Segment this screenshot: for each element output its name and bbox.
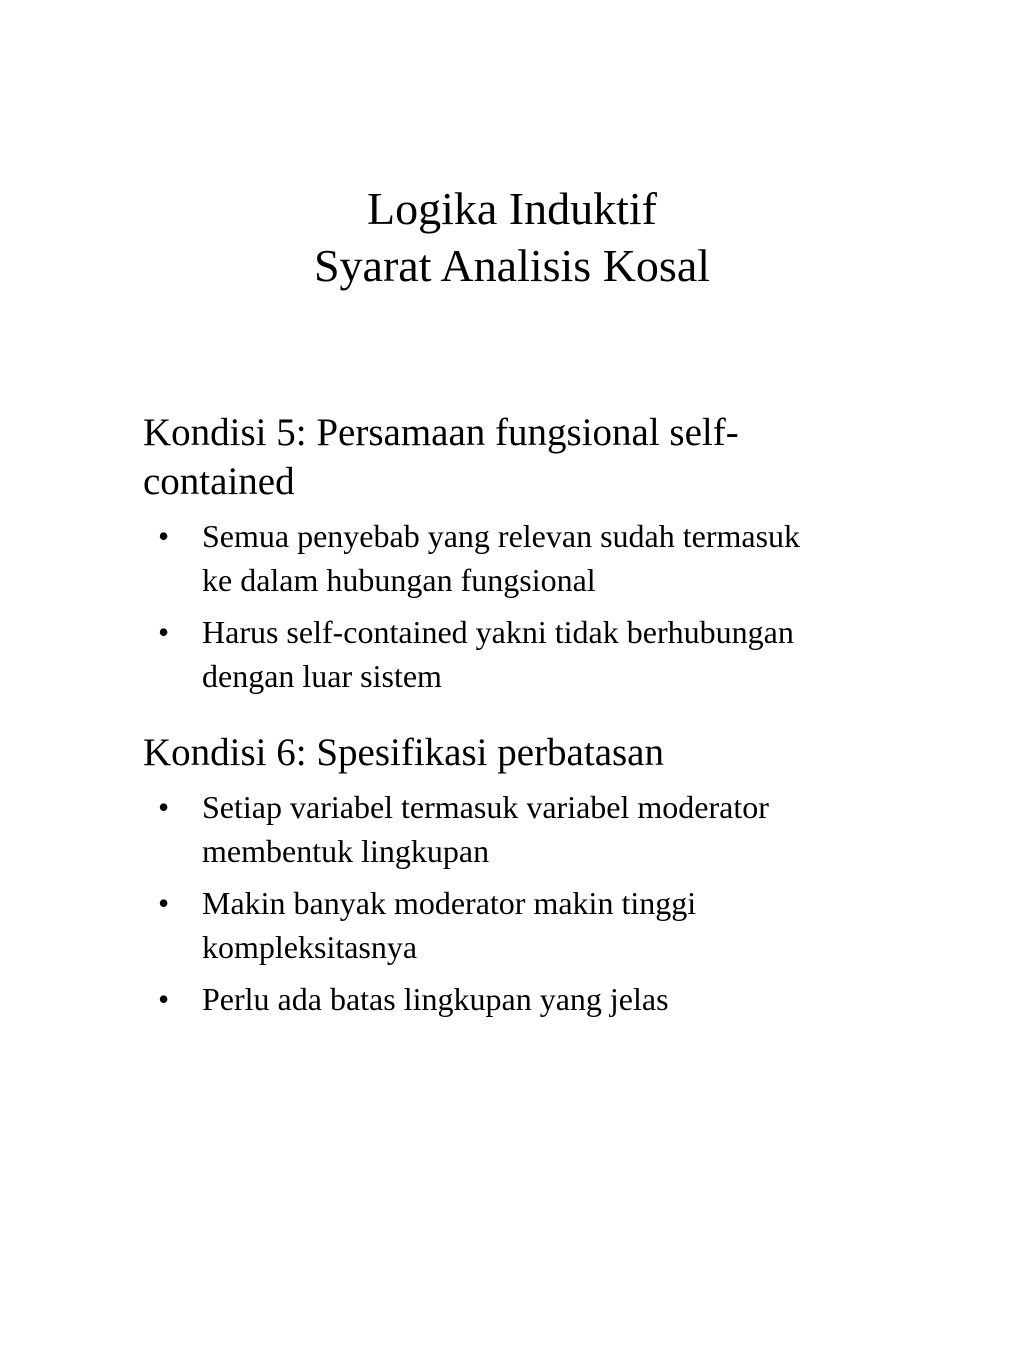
section-heading-line-1: Kondisi 6: Spesifikasi perbatasan [143, 731, 664, 774]
section-heading [143, 728, 943, 777]
bullet-item [143, 881, 943, 969]
section-kondisi-5 [143, 408, 943, 698]
bullet-item [143, 610, 943, 698]
title-line-1: Logika Induktif [367, 183, 657, 234]
bullet-line-1: Makin banyak moderator makin tinggi [202, 885, 697, 921]
bullet-dot-icon: • [158, 518, 170, 554]
bullet-dot-icon: • [158, 614, 170, 650]
bullet-line-2: kompleksitasnya [202, 929, 418, 965]
slide-title [0, 180, 1024, 294]
slide-content [143, 408, 943, 1029]
bullet-list [143, 785, 943, 1021]
section-heading-line-1: Kondisi 5: Persamaan fungsional self- [143, 411, 739, 454]
title-line-2: Syarat Analisis Kosal [313, 240, 711, 291]
bullet-line-1: Perlu ada batas lingkupan yang jelas [202, 981, 669, 1017]
bullet-line-2: dengan luar sistem [202, 658, 442, 694]
bullet-line-2: membentuk lingkupan [202, 833, 490, 869]
bullet-line-1: Semua penyebab yang relevan sudah termasuk [202, 518, 801, 554]
bullet-item [143, 977, 943, 1021]
bullet-line-1: Harus self-contained yakni tidak berhubungan [202, 614, 794, 650]
bullet-list [143, 514, 943, 698]
section-heading-line-2: contained [143, 460, 295, 503]
section-heading [143, 408, 943, 506]
section-kondisi-6 [143, 728, 943, 1021]
bullet-line-1: Setiap variabel termasuk variabel moderator [202, 789, 769, 825]
bullet-item [143, 514, 943, 602]
bullet-dot-icon: • [158, 981, 170, 1017]
bullet-item [143, 785, 943, 873]
bullet-dot-icon: • [158, 789, 170, 825]
bullet-line-2: ke dalam hubungan fungsional [202, 562, 596, 598]
bullet-dot-icon: • [158, 885, 170, 921]
